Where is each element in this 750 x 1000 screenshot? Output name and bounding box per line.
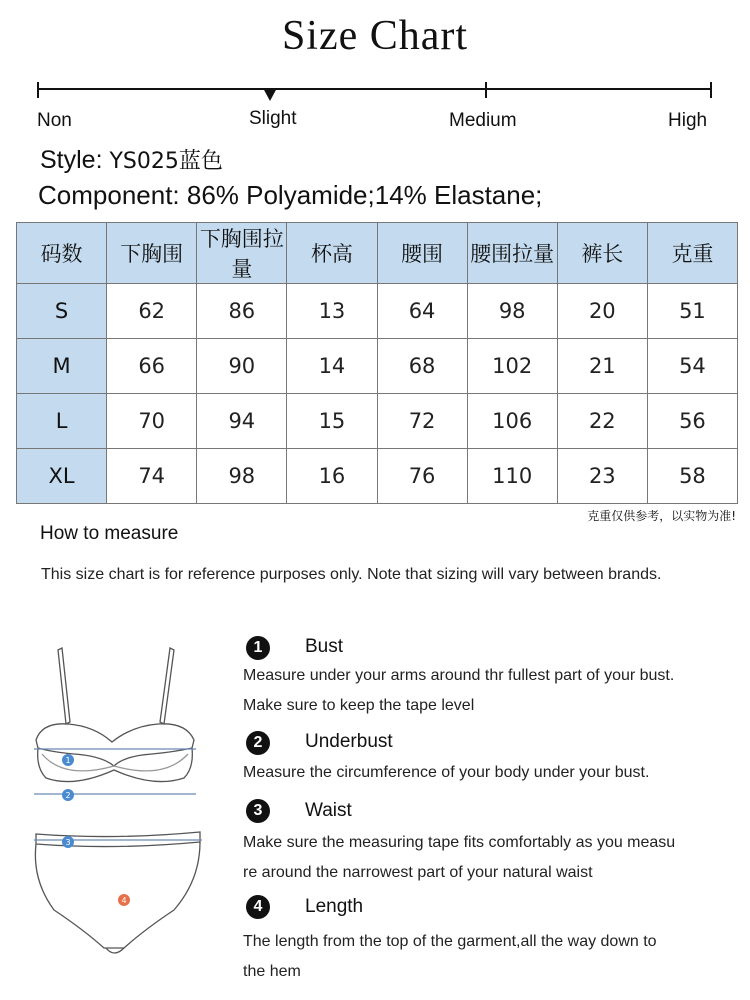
- header-cup-height: 杯高: [287, 223, 377, 284]
- how-to-measure-description: This size chart is for reference purposes only. Note that sizing will vary between brands.: [41, 566, 662, 583]
- measure-title-length: Length: [305, 896, 364, 917]
- header-waist-stretch: 腰围拉量: [467, 223, 557, 284]
- table-cell: 94: [197, 394, 287, 449]
- header-weight: 克重: [647, 223, 737, 284]
- table-cell: 106: [467, 394, 557, 449]
- table-row: [17, 284, 738, 339]
- desc-line: Measure the circumference of your body under your bust.: [243, 764, 650, 781]
- table-cell: 76: [377, 449, 467, 504]
- component-line: Component: 86% Polyamide;14% Elastane;: [38, 180, 543, 210]
- table-cell: L: [17, 394, 107, 449]
- table-row: [17, 394, 738, 449]
- table-cell: 22: [557, 394, 647, 449]
- table-cell: 66: [107, 339, 197, 394]
- number-4-icon: 4: [246, 895, 270, 919]
- bikini-top-outline-icon: [36, 648, 194, 782]
- table-cell: 62: [107, 284, 197, 339]
- table-cell: 23: [557, 449, 647, 504]
- measure-desc-underbust: [243, 758, 733, 788]
- scale-selected-marker-icon: [263, 88, 277, 101]
- desc-line: Make sure to keep the tape level: [243, 697, 475, 714]
- table-cell: 72: [377, 394, 467, 449]
- size-table: [16, 222, 738, 504]
- style-label: Style:: [40, 146, 103, 174]
- table-cell: 51: [647, 284, 737, 339]
- header-waist: 腰围: [377, 223, 467, 284]
- header-underbust-stretch: 下胸围拉量: [197, 223, 287, 284]
- table-cell: 102: [467, 339, 557, 394]
- measure-desc-length: [243, 927, 733, 987]
- scale-tick: [710, 82, 712, 98]
- table-row: [17, 339, 738, 394]
- desc-line: Make sure the measuring tape fits comfortably as you measu: [243, 834, 676, 851]
- table-cell: M: [17, 339, 107, 394]
- measure-desc-waist: [243, 828, 733, 888]
- scale-label-medium: Medium: [449, 110, 517, 131]
- header-size: 码数: [17, 223, 107, 284]
- table-cell: 98: [467, 284, 557, 339]
- table-cell: 74: [107, 449, 197, 504]
- marker-1-label: 1: [65, 756, 71, 765]
- table-row: [17, 449, 738, 504]
- measure-title-underbust: Underbust: [305, 731, 393, 752]
- desc-line: the hem: [243, 963, 301, 980]
- desc-line: The length from the top of the garment,all the way down to: [243, 933, 657, 950]
- desc-line: Measure under your arms around thr fullest part of your bust.: [243, 667, 675, 684]
- number-1-icon: 1: [246, 636, 270, 660]
- bikini-measurement-illustration: [24, 630, 224, 970]
- table-cell: 86: [197, 284, 287, 339]
- table-cell: 15: [287, 394, 377, 449]
- table-cell: 90: [197, 339, 287, 394]
- measure-desc-bust: [243, 661, 733, 721]
- table-cell: 58: [647, 449, 737, 504]
- scale-label-non: Non: [37, 110, 72, 131]
- table-cell: 64: [377, 284, 467, 339]
- scale-tick: [37, 82, 39, 98]
- marker-4-label: 4: [121, 896, 127, 905]
- table-cell: 98: [197, 449, 287, 504]
- marker-3-label: 3: [65, 838, 71, 847]
- style-value: YS025蓝色: [109, 149, 223, 174]
- table-header-row: [17, 223, 738, 284]
- desc-line: re around the narrowest part of your natural waist: [243, 864, 593, 881]
- table-cell: 14: [287, 339, 377, 394]
- table-cell: 56: [647, 394, 737, 449]
- table-cell: 13: [287, 284, 377, 339]
- table-cell: 21: [557, 339, 647, 394]
- measure-title-bust: Bust: [305, 636, 344, 657]
- header-length: 裤长: [557, 223, 647, 284]
- table-note: 克重仅供参考，以实物为准!: [587, 509, 736, 523]
- table-cell: 68: [377, 339, 467, 394]
- scale-tick: [485, 82, 487, 98]
- scale-label-slight: Slight: [249, 108, 297, 129]
- table-cell: XL: [17, 449, 107, 504]
- scale-label-high: High: [668, 110, 708, 131]
- header-underbust: 下胸围: [107, 223, 197, 284]
- table-cell: 110: [467, 449, 557, 504]
- table-cell: S: [17, 284, 107, 339]
- table-cell: 20: [557, 284, 647, 339]
- table-cell: 70: [107, 394, 197, 449]
- table-cell: 54: [647, 339, 737, 394]
- marker-2-label: 2: [65, 791, 71, 800]
- style-line: [40, 144, 223, 175]
- table-cell: 16: [287, 449, 377, 504]
- page-title: Size Chart: [281, 13, 469, 59]
- stretch-scale-line: [38, 88, 712, 90]
- bikini-bottom-outline-icon: [35, 832, 200, 953]
- number-2-icon: 2: [246, 731, 270, 755]
- how-to-measure-title: How to measure: [40, 523, 179, 544]
- number-3-icon: 3: [246, 799, 270, 823]
- measure-title-waist: Waist: [305, 800, 352, 821]
